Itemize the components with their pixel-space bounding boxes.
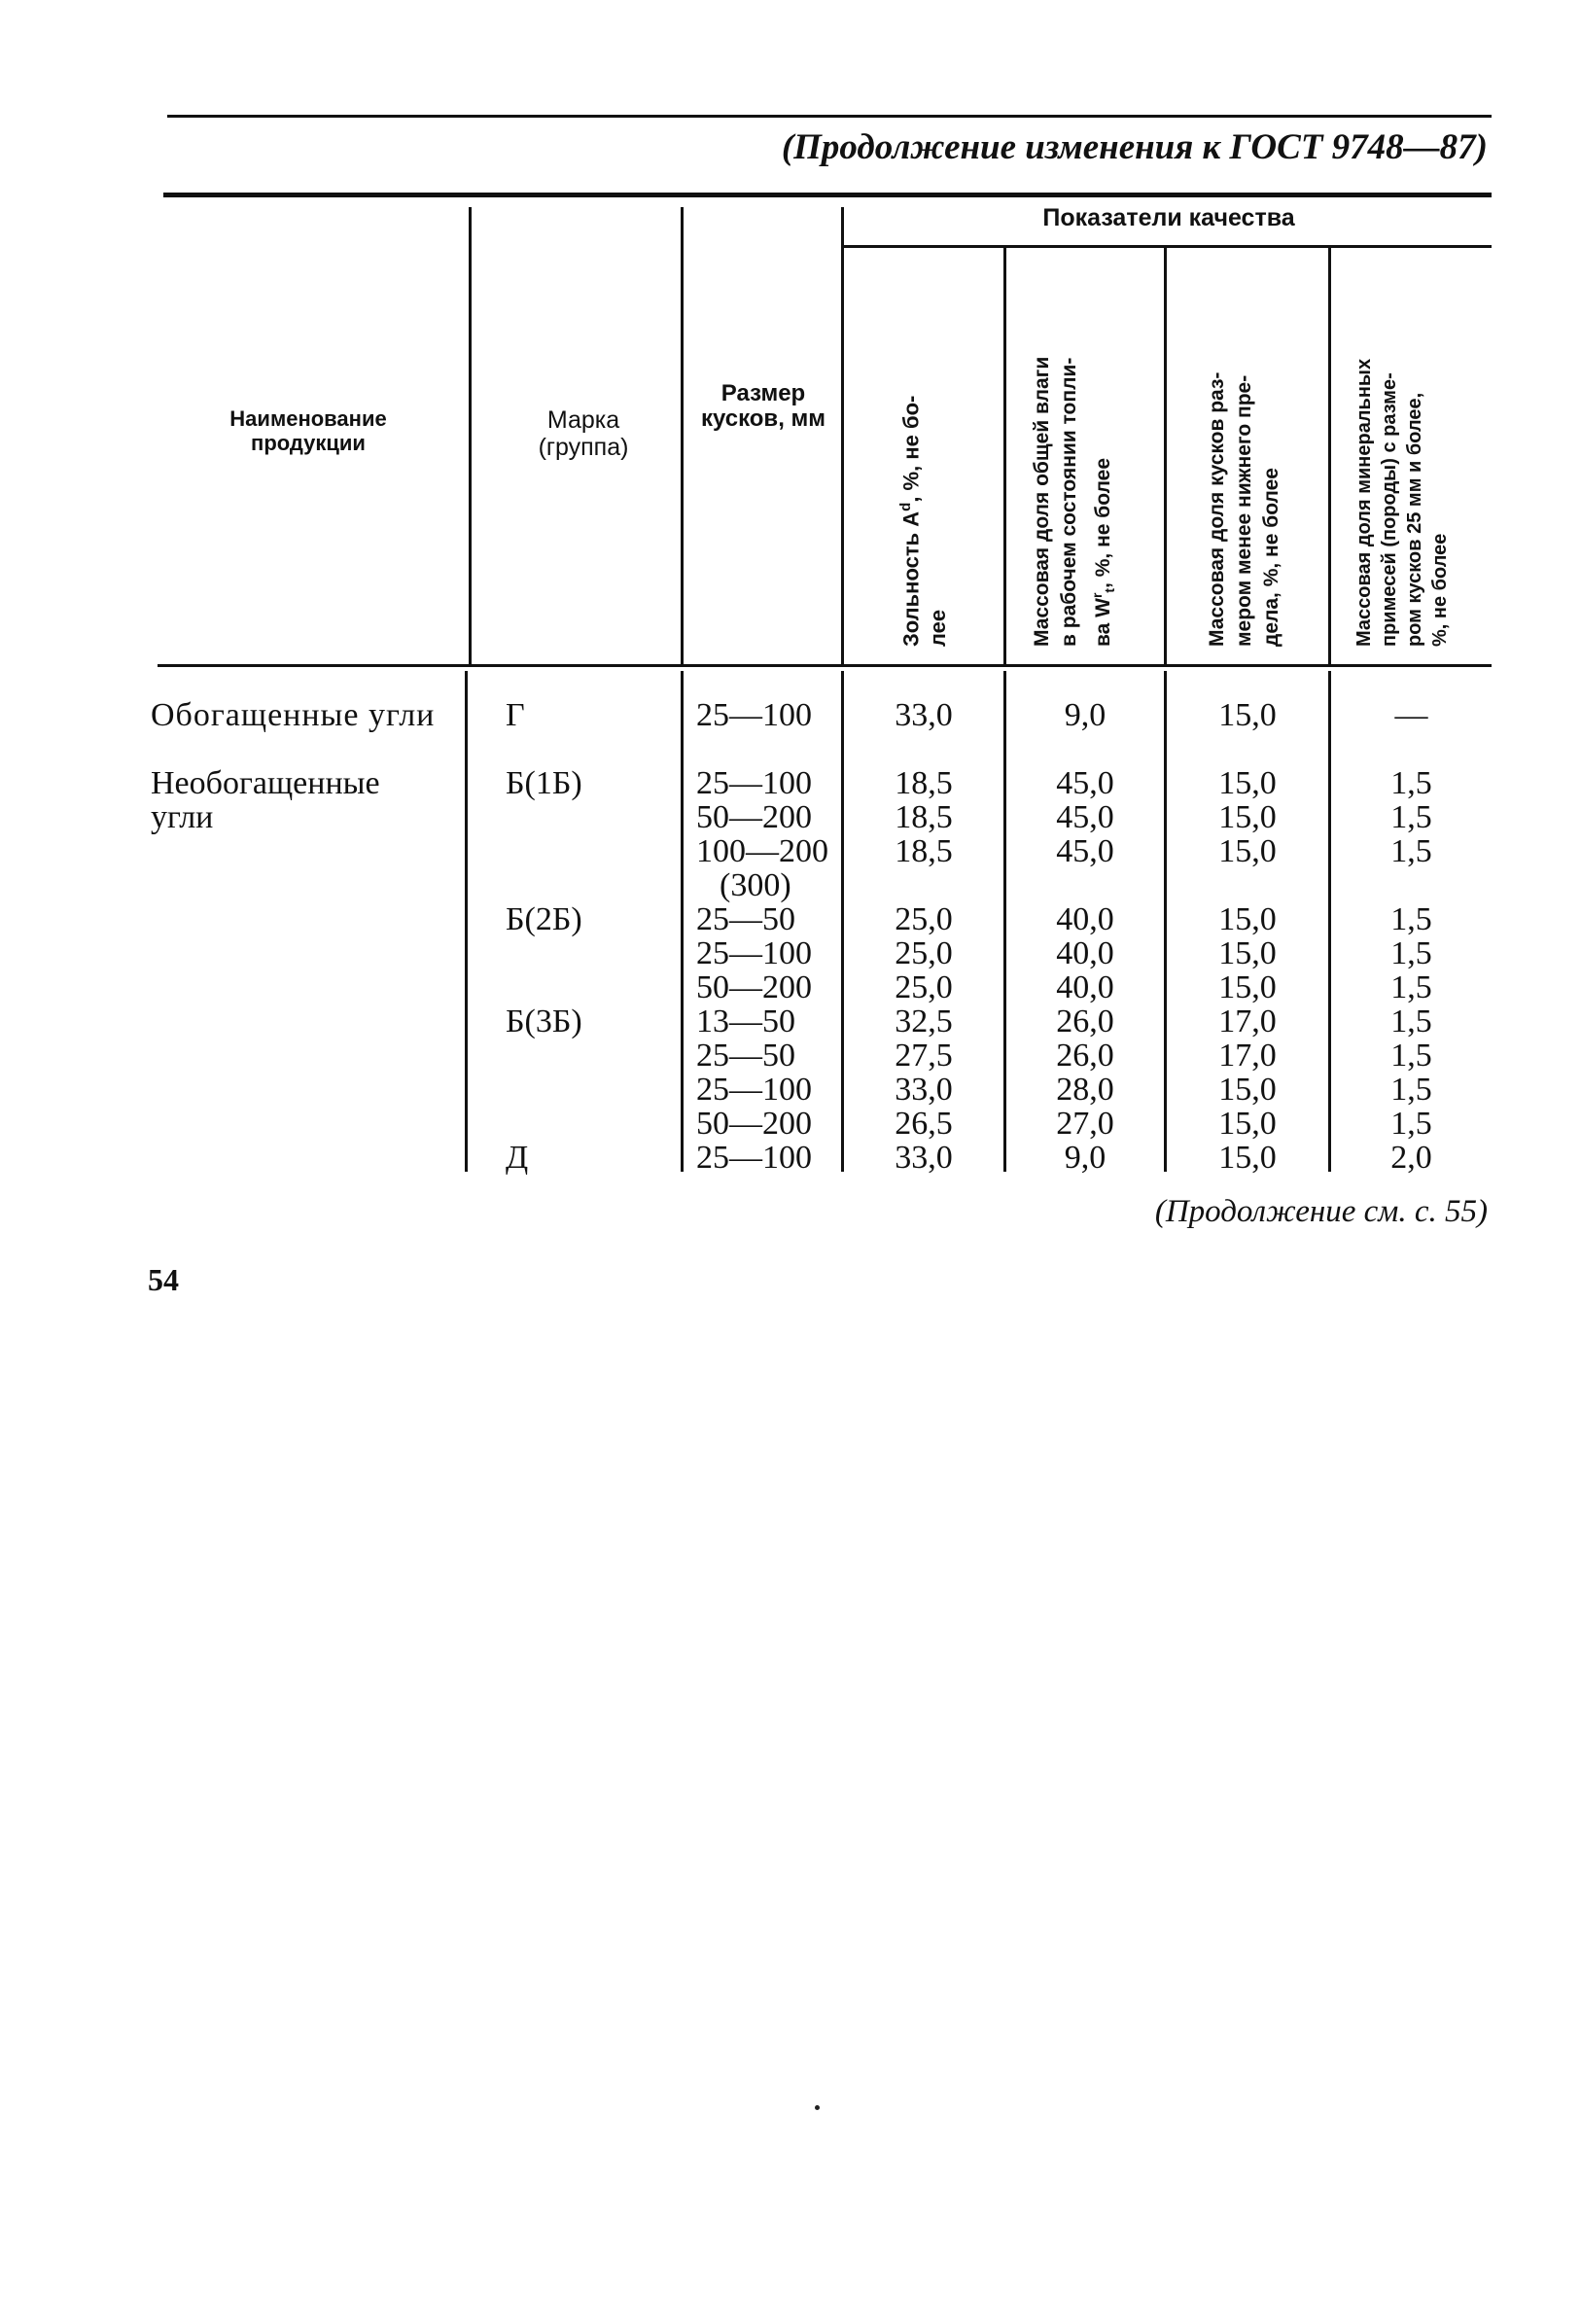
- header-rock: Массовая доля минеральных примесей (породы) с разме- ром кусков 25 мм и более, %, не более: [1353, 358, 1451, 647]
- cell-ash: 33,0: [895, 1072, 953, 1108]
- cell-size: 25—100: [696, 697, 812, 733]
- cell-fines: 15,0: [1218, 935, 1277, 971]
- cell-moisture: 45,0: [1056, 765, 1114, 801]
- cell-ash: 25,0: [895, 969, 953, 1005]
- cell-ash: 18,5: [895, 833, 953, 869]
- cell-ash: 27,5: [895, 1038, 953, 1074]
- header-fines: Массовая доля кусков раз- мером менее нижнего пре- дела, %, не более: [1206, 371, 1282, 647]
- scan-speck: [815, 2105, 820, 2110]
- cell-size: 100—200: [696, 833, 828, 869]
- cell-fines: 15,0: [1218, 901, 1277, 937]
- cell-fines: 17,0: [1218, 1038, 1277, 1074]
- cell-rock: 1,5: [1390, 1004, 1432, 1039]
- col-divider-size-quality: [841, 207, 844, 664]
- cell-moisture: 45,0: [1056, 833, 1114, 869]
- cell-rock: 1,5: [1390, 1106, 1432, 1142]
- cell-fines: 15,0: [1218, 799, 1277, 835]
- cell-ash: 25,0: [895, 935, 953, 971]
- cell-fines: 17,0: [1218, 1004, 1277, 1039]
- col-divider-ash-moisture: [1003, 248, 1006, 664]
- header-size: Размер кусков, мм: [700, 380, 826, 432]
- cell-rock: 1,5: [1390, 765, 1432, 801]
- cell-rock: 1,5: [1390, 833, 1432, 869]
- cell-ash: 33,0: [895, 1140, 953, 1176]
- cell-fines: 15,0: [1218, 765, 1277, 801]
- cell-size: 25—50: [696, 901, 795, 937]
- page-number: 54: [148, 1262, 179, 1297]
- header-ash: Зольность $A^d$, %, не бо- лее: [897, 395, 951, 647]
- header-bottom-rule: [158, 664, 1492, 667]
- continuation-header: (Продолжение изменения к ГОСТ 9748—87): [781, 127, 1488, 167]
- continuation-footer: (Продолжение см. с. 55): [1154, 1194, 1488, 1229]
- cell-moisture: 45,0: [1056, 799, 1114, 835]
- cell-fines: 15,0: [1218, 697, 1277, 733]
- cell-fines: 15,0: [1218, 1140, 1277, 1176]
- cell-fines: 15,0: [1218, 1072, 1277, 1108]
- cell-fines: 15,0: [1218, 969, 1277, 1005]
- cell-mark: Б(1Б): [506, 765, 582, 801]
- cell-size: 50—200: [696, 1106, 812, 1142]
- col-divider-mark-size: [681, 207, 684, 664]
- cell-mark: Б(3Б): [506, 1004, 582, 1039]
- cell-fines: 15,0: [1218, 833, 1277, 869]
- cell-moisture: 40,0: [1056, 901, 1114, 937]
- cell-size: (300): [720, 867, 791, 903]
- cell-moisture: 9,0: [1064, 1140, 1107, 1176]
- body-divider-mark-size: [681, 671, 684, 1172]
- cell-name: Необогащенные: [151, 765, 380, 801]
- cell-size: 25—100: [696, 935, 812, 971]
- header-mark: Марка (группа): [538, 406, 629, 461]
- cell-moisture: 28,0: [1056, 1072, 1114, 1108]
- cell-size: 50—200: [696, 799, 812, 835]
- cell-mark: Г: [506, 697, 525, 733]
- cell-name: Обогащенные угли: [151, 697, 436, 733]
- top-rule: [167, 115, 1492, 118]
- col-divider-moisture-fines: [1164, 248, 1167, 664]
- cell-ash: 18,5: [895, 765, 953, 801]
- cell-ash: 32,5: [895, 1004, 953, 1039]
- quality-group-rule: [842, 245, 1492, 248]
- cell-ash: 18,5: [895, 799, 953, 835]
- cell-size: 25—50: [696, 1038, 795, 1074]
- cell-moisture: 40,0: [1056, 969, 1114, 1005]
- cell-rock: 2,0: [1390, 1140, 1432, 1176]
- cell-name: угли: [151, 799, 214, 835]
- cell-moisture: 26,0: [1056, 1004, 1114, 1039]
- cell-moisture: 9,0: [1064, 697, 1107, 733]
- cell-ash: 25,0: [895, 901, 953, 937]
- cell-moisture: 27,0: [1056, 1106, 1114, 1142]
- cell-rock: 1,5: [1390, 901, 1432, 937]
- cell-rock: 1,5: [1390, 935, 1432, 971]
- cell-rock: —: [1394, 697, 1428, 733]
- cell-size: 25—100: [696, 765, 812, 801]
- cell-rock: 1,5: [1390, 969, 1432, 1005]
- cell-rock: 1,5: [1390, 799, 1432, 835]
- cell-size: 25—100: [696, 1140, 812, 1176]
- cell-fines: 15,0: [1218, 1106, 1277, 1142]
- cell-mark: Б(2Б): [506, 901, 582, 937]
- cell-size: 50—200: [696, 969, 812, 1005]
- cell-moisture: 40,0: [1056, 935, 1114, 971]
- cell-rock: 1,5: [1390, 1072, 1432, 1108]
- table-top-rule: [163, 193, 1492, 197]
- header-quality-group: Показатели качества: [1042, 204, 1295, 231]
- header-name: Наименование продукции: [229, 406, 387, 455]
- header-moisture: Массовая доля общей влаги в рабочем состоянии топли- ва $W^r_t$, %, не более: [1031, 356, 1118, 647]
- cell-ash: 33,0: [895, 697, 953, 733]
- col-divider-fines-rock: [1328, 248, 1331, 664]
- cell-moisture: 26,0: [1056, 1038, 1114, 1074]
- col-divider-name-mark: [469, 207, 472, 664]
- cell-size: 13—50: [696, 1004, 795, 1039]
- cell-ash: 26,5: [895, 1106, 953, 1142]
- cell-rock: 1,5: [1390, 1038, 1432, 1074]
- cell-mark: Д: [506, 1140, 529, 1176]
- cell-size: 25—100: [696, 1072, 812, 1108]
- body-divider-name-mark: [465, 671, 468, 1172]
